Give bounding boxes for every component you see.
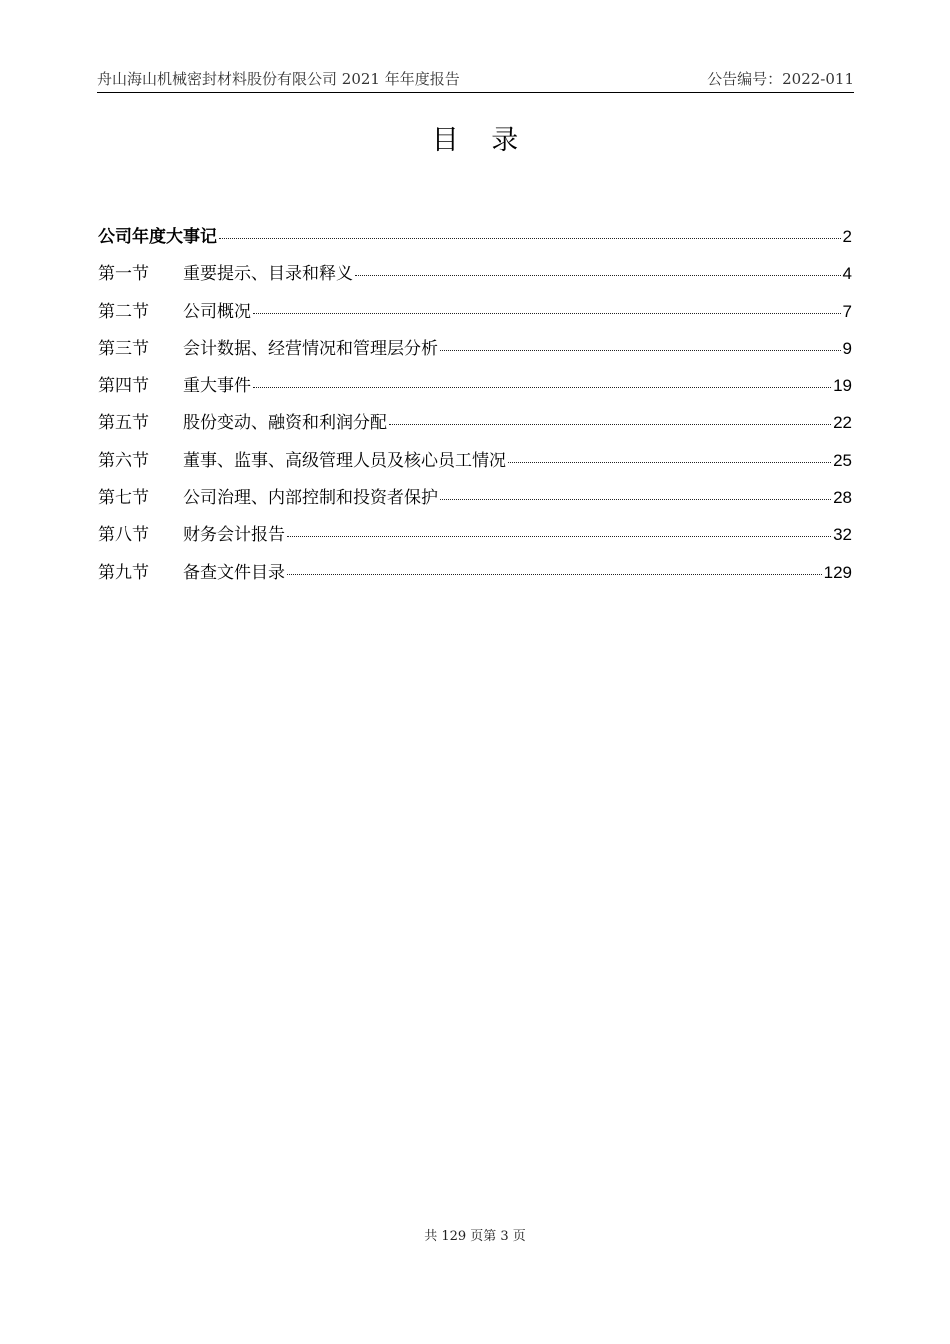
- toc-dot-leader: [287, 574, 822, 575]
- toc-dot-leader: [287, 536, 831, 537]
- toc-entry-title: 重要提示、目录和释义: [183, 264, 353, 285]
- toc-entry-page: 4: [842, 264, 852, 284]
- toc-entry-chapter: 第六节: [98, 450, 149, 471]
- toc-entry-section-6[interactable]: [98, 446, 852, 483]
- toc-dot-leader: [253, 387, 831, 388]
- toc-dot-leader: [389, 424, 831, 425]
- toc-entry-title: 备查文件目录: [183, 562, 285, 583]
- toc-entry-chapter: 第五节: [98, 413, 149, 434]
- toc-entry-title: 会计数据、经营情况和管理层分析: [183, 338, 438, 359]
- toc-entry-title: 重大事件: [183, 376, 251, 397]
- toc-entry-title: 股份变动、融资和利润分配: [183, 413, 387, 434]
- toc-entry-title: 公司治理、内部控制和投资者保护: [183, 488, 438, 509]
- header-announcement-number: 公告编号：2022-011: [707, 70, 854, 88]
- header-company-report-title: 舟山海山机械密封材料股份有限公司 2021 年年度报告: [97, 70, 460, 88]
- toc-entry-section-5[interactable]: [98, 408, 852, 445]
- toc-entry-section-8[interactable]: [98, 520, 852, 557]
- toc-entry-section-4[interactable]: [98, 371, 852, 408]
- toc-entry-page: 28: [833, 488, 852, 508]
- toc-dot-leader: [253, 313, 841, 314]
- toc-entry-chapter: 第九节: [98, 562, 149, 583]
- toc-entry-annual-events[interactable]: [98, 222, 852, 259]
- toc-entry-section-2[interactable]: [98, 297, 852, 334]
- toc-entry-section-3[interactable]: [98, 334, 852, 371]
- toc-entry-chapter: 第七节: [98, 488, 149, 509]
- toc-entry-title: 财务会计报告: [183, 525, 285, 546]
- toc-entry-page: 9: [842, 338, 852, 358]
- page-footer-page-number: 共 129 页第 3 页: [424, 1229, 526, 1244]
- toc-dot-leader: [440, 499, 831, 500]
- toc-dot-leader: [440, 350, 841, 351]
- toc-entry-chapter: 第二节: [98, 301, 149, 322]
- toc-entry-page: 32: [833, 525, 852, 545]
- toc-entry-section-1[interactable]: [98, 259, 852, 296]
- toc-dot-leader: [355, 275, 841, 276]
- toc-entry-title: 公司年度大事记: [98, 227, 217, 247]
- page-title: 目 录: [431, 125, 531, 156]
- toc-entry-title: 公司概况: [183, 301, 251, 322]
- toc-dot-leader: [219, 238, 841, 239]
- toc-entry-page: 22: [833, 413, 852, 433]
- toc-entry-section-7[interactable]: [98, 483, 852, 520]
- toc-entry-chapter: 第三节: [98, 338, 149, 359]
- table-of-contents: [98, 222, 852, 595]
- toc-entry-title: 董事、监事、高级管理人员及核心员工情况: [183, 450, 506, 471]
- toc-entry-page: 7: [842, 301, 852, 321]
- toc-entry-page: 25: [833, 450, 852, 470]
- toc-entry-section-9[interactable]: [98, 558, 852, 595]
- toc-entry-chapter: 第四节: [98, 376, 149, 397]
- toc-dot-leader: [508, 462, 831, 463]
- toc-entry-page: 129: [823, 562, 852, 582]
- toc-entry-chapter: 第八节: [98, 525, 149, 546]
- page-header: [97, 66, 854, 93]
- toc-entry-page: 2: [842, 227, 852, 246]
- toc-entry-chapter: 第一节: [98, 264, 149, 285]
- toc-entry-page: 19: [833, 376, 852, 396]
